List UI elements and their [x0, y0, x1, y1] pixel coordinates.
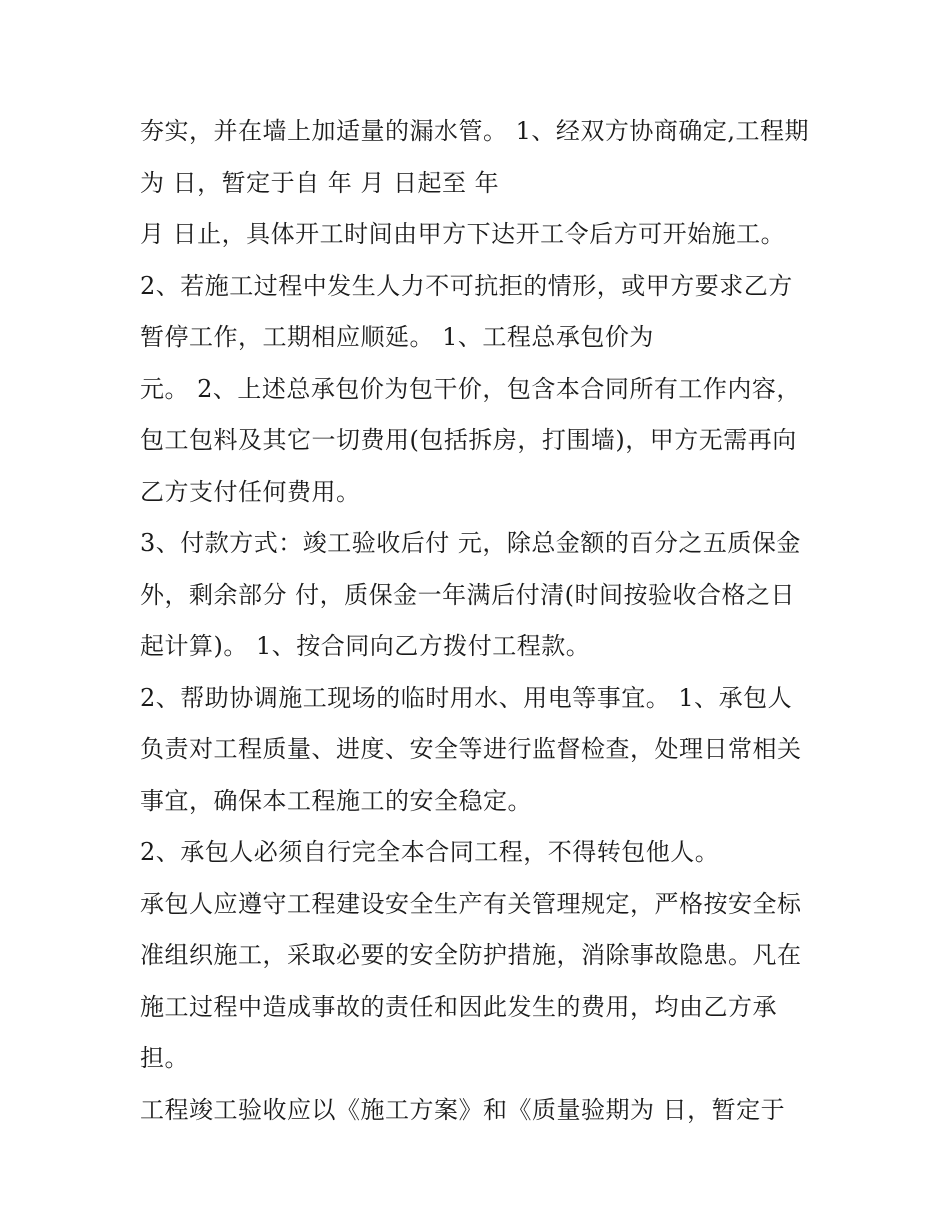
- text-line-20: 工程竣工验收应以《施工方案》和《质量验期为 日，暂定于: [140, 1095, 786, 1124]
- text-line-1: 夯实，并在墙上加适量的漏水管。 1、经双方协商确定,工程期: [140, 117, 810, 145]
- text-line-6: 元。 2、上述总承包价为包干价，包含本合同所有工作内容，: [140, 374, 801, 403]
- text-line-5: 暂停工作，工期相应顺延。 1、工程总承包价为: [140, 323, 654, 351]
- text-line-9: 3、付款方式：竣工验收后付 元，除总金额的百分之五质保金: [140, 529, 801, 557]
- text-line-13: 负责对工程质量、进度、安全等进行监督检查，处理日常相关: [140, 735, 802, 763]
- text-line-10: 外，剩余部分 付，质保金一年满后付清(时间按验收合格之日: [140, 580, 795, 609]
- text-line-12: 2、帮助协调施工现场的临时用水、用电等事宜。 1、承包人: [140, 683, 793, 712]
- text-line-3: 月 日止，具体开工时间由甲方下达开工令后方可开始施工。: [140, 220, 786, 248]
- text-line-16: 承包人应遵守工程建设安全生产有关管理规定，严格按安全标: [140, 889, 802, 918]
- text-line-2: 为 日，暂定于自 年 月 日起至 年: [140, 168, 500, 197]
- text-line-4: 2、若施工过程中发生人力不可抗拒的情形，或甲方要求乙方: [140, 271, 793, 300]
- text-line-8: 乙方支付任何费用。: [140, 477, 361, 506]
- contract-body-text: [140, 106, 820, 1136]
- text-line-17: 准组织施工，采取必要的安全防护措施，消除事故隐患。凡在: [140, 941, 802, 969]
- text-line-7: 包工包料及其它一切费用(包括拆房，打围墙)，甲方无需再向: [140, 426, 797, 454]
- text-line-18: 施工过程中造成事故的责任和因此发生的费用，均由乙方承: [140, 992, 777, 1021]
- text-line-19: 担。: [140, 1044, 189, 1072]
- text-line-14: 事宜，确保本工程施工的安全稳定。: [140, 786, 532, 815]
- text-line-11: 起计算)。 1、按合同向乙方拨付工程款。: [140, 632, 591, 660]
- text-line-15: 2、承包人必须自行完全本合同工程，不得转包他人。: [140, 838, 720, 866]
